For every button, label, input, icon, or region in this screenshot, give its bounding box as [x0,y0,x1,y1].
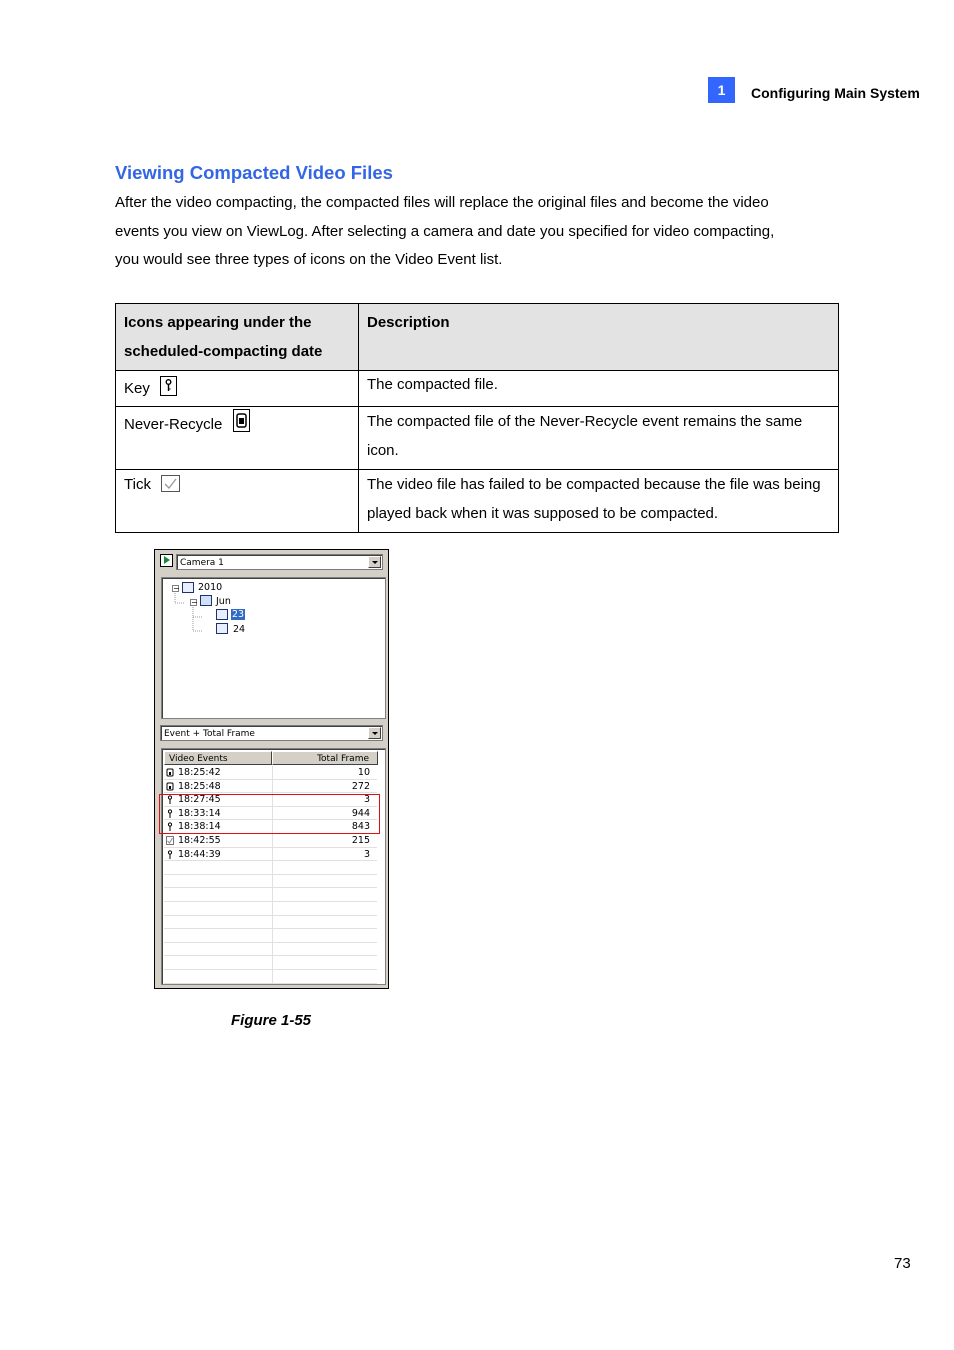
event-time: 18:44:39 [178,848,221,860]
table-row [116,407,839,470]
event-time: 18:27:45 [178,794,221,806]
table-cell-description: The compacted file. [359,371,839,407]
tick-icon [161,473,180,502]
table-header-row [116,304,839,371]
tick-icon [166,836,174,845]
camera-select-value: Camera 1 [180,558,224,568]
event-frames: 10 [357,767,370,778]
table-cell-description: The compacted file of the Never-Recycle event remains the same icon. [359,407,839,470]
empty-row [164,861,377,875]
table-row [116,371,839,407]
chapter-title: Configuring Main System [751,85,920,101]
compacted-events-highlight [159,794,380,834]
empty-row [164,929,377,943]
intro-line: events you view on ViewLog. After selecting a camera and date you specified for video compacting, [115,222,775,240]
column-header-video-events[interactable]: Video Events [164,751,272,765]
figure-caption: Figure 1-55 [231,1012,312,1029]
intro-line: you would see three types of icons on the Video Event list. [115,251,503,269]
chapter-number-badge: 1 [708,77,735,103]
event-frames: 3 [363,794,370,806]
table-cell-description: The video file has failed to be compacted because the file was being played back when it was supposed to be compacted. [359,470,839,533]
month-calendar-icon [200,595,212,606]
event-time: 18:25:48 [178,780,221,792]
empty-row [164,902,377,916]
never-recycle-icon [166,768,174,777]
date-tree [161,577,386,719]
icon-name: Tick [124,476,151,493]
table-row[interactable] [164,848,377,862]
collapse-toggle[interactable]: − [191,598,198,607]
event-frames: 3 [363,848,370,860]
table-header-description: Description [359,304,839,371]
calendar-icon [182,582,194,593]
event-frames: 843 [351,821,370,833]
key-icon [166,850,174,859]
play-icon[interactable] [160,554,173,567]
icon-table [115,303,839,533]
tree-item-day-selected[interactable]: 23 [232,609,245,620]
table-header-icons: Icons appearing under the scheduled-compacting date [116,304,359,371]
icon-name: Key [124,380,150,397]
never-recycle-icon [233,409,250,442]
event-time: 18:42:55 [178,835,221,846]
empty-row [164,888,377,902]
viewlog-panel [154,549,389,989]
empty-row [164,956,377,970]
camera-select[interactable] [176,554,383,570]
empty-row [164,875,377,889]
empty-row [164,916,377,930]
video-event-list [161,748,386,985]
day-calendar-icon [216,623,228,634]
event-frames: 944 [351,807,370,819]
tree-item-day[interactable]: 24 [233,624,246,635]
column-header-total-frame[interactable]: Total Frame [272,751,378,765]
chevron-down-icon[interactable] [368,727,381,739]
table-cell-icon [116,371,359,407]
event-frames: 272 [351,780,370,792]
icon-name: Never-Recycle [124,416,223,433]
view-mode-select[interactable] [160,725,383,741]
page-number: 73 [894,1255,911,1272]
table-row[interactable] [164,766,377,780]
collapse-toggle[interactable]: − [173,584,180,593]
empty-row [164,970,377,984]
empty-row [164,943,377,957]
tree-item-month[interactable]: Jun [216,596,231,607]
table-row[interactable] [164,780,377,794]
event-frames: 215 [351,835,370,846]
table-cell-icon [116,407,359,470]
never-recycle-icon [166,782,174,791]
day-calendar-icon [216,609,228,620]
section-title: Viewing Compacted Video Files [115,162,393,183]
table-row[interactable] [164,834,377,848]
table-row [116,470,839,533]
chevron-down-icon[interactable] [368,556,381,568]
intro-paragraph [115,189,840,275]
event-time: 18:38:14 [178,821,221,833]
event-time: 18:33:14 [178,807,221,819]
table-cell-icon [116,470,359,533]
tree-item-year[interactable]: 2010 [198,582,223,593]
intro-line: After the video compacting, the compacted files will replace the original files and become the video [115,194,769,211]
key-icon [160,376,177,402]
view-mode-value: Event + Total Frame [164,729,255,739]
event-time: 18:25:42 [178,767,221,778]
